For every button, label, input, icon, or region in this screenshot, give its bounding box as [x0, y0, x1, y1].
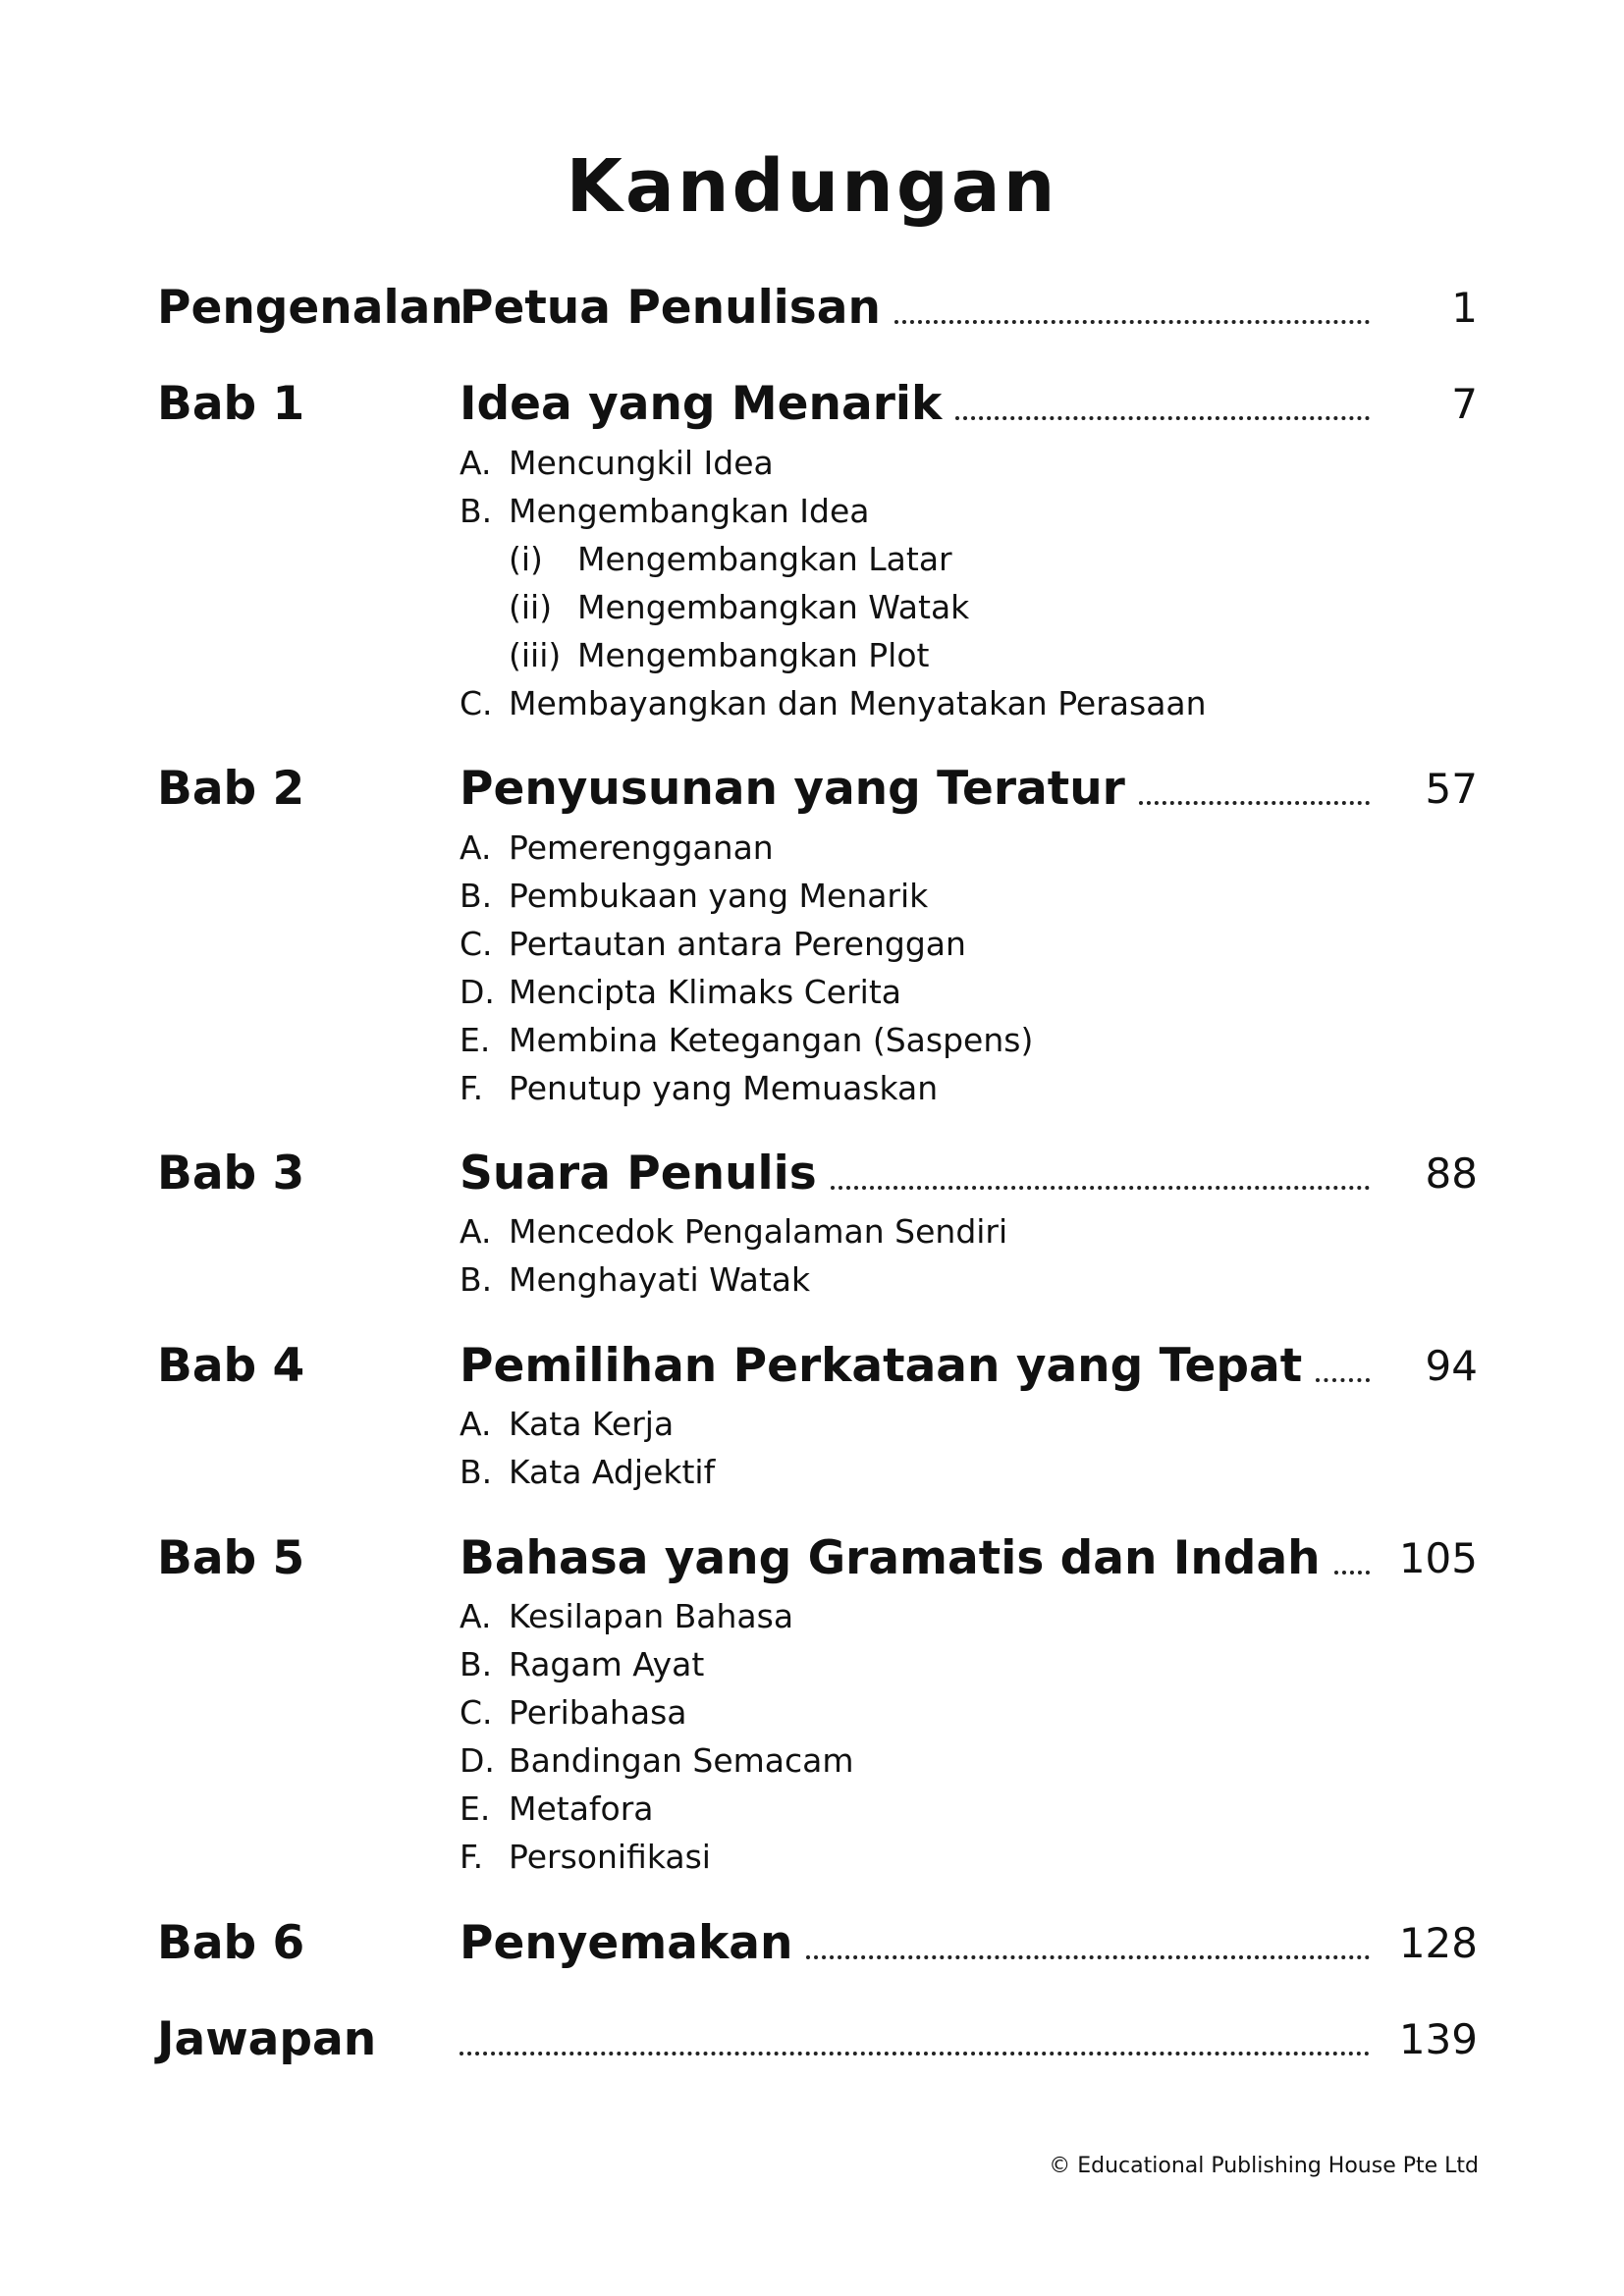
subsection-text: Mencedok Pengalaman Sendiri [509, 1212, 1008, 1251]
subsection-item[interactable] [460, 1212, 1007, 1252]
subsection-marker: E. [460, 1789, 491, 1828]
entry-label: Bab 5 [157, 1531, 305, 1585]
entry-heading: Bahasa yang Gramatis dan Indah [460, 1531, 1321, 1585]
subsection-text: Peribahasa [509, 1693, 687, 1732]
subsection-marker: (i) [509, 540, 543, 578]
toc-entry-bab-1[interactable] [157, 377, 1478, 436]
entry-heading: Petua Penulisan [460, 281, 881, 335]
subsection-text: Pemerengganan [509, 828, 774, 867]
entry-leader [460, 1916, 1370, 1971]
subsection-marker: A. [460, 1212, 492, 1251]
subsection-marker: E. [460, 1021, 491, 1059]
sub-subsection-item[interactable] [509, 588, 969, 627]
subsection-text: Kata Kerja [509, 1405, 675, 1443]
subsection-text: Kesilapan Bahasa [509, 1597, 794, 1635]
entry-leader [460, 1531, 1370, 1586]
entry-heading: Pemilihan Perkataan yang Tepat [460, 1339, 1303, 1393]
subsection-item[interactable] [460, 1405, 674, 1444]
subsection-text: Pertautan antara Perenggan [509, 925, 966, 963]
subsection-item[interactable] [460, 1597, 793, 1636]
entry-page-number: 1 [1451, 284, 1478, 332]
page-title: Kandungan [566, 144, 1058, 229]
entry-page-number: 88 [1425, 1149, 1478, 1198]
toc-entry-bab-5[interactable] [157, 1531, 1478, 1590]
subsection-marker: B. [460, 877, 493, 915]
entry-leader [460, 2051, 1370, 2067]
subsection-marker: D. [460, 973, 495, 1011]
dot-leader [460, 2051, 1370, 2056]
toc-entry-bab-6[interactable] [157, 1916, 1478, 1975]
entry-leader [460, 281, 1370, 336]
entry-label: Bab 1 [157, 377, 305, 431]
subsection-marker: B. [460, 492, 493, 530]
subsection-item[interactable] [460, 1645, 704, 1684]
dot-leader [1316, 1377, 1370, 1382]
subsection-item[interactable] [460, 492, 869, 531]
subsection-text: Pembukaan yang Menarik [509, 877, 929, 915]
subsection-item[interactable] [460, 684, 1207, 723]
entry-label: Jawapan [157, 2012, 377, 2066]
entry-page-number: 105 [1398, 1534, 1478, 1582]
entry-label: Bab 2 [157, 762, 305, 816]
entry-label: Bab 4 [157, 1339, 305, 1393]
sub-subsection-item[interactable] [509, 540, 952, 579]
subsection-item[interactable] [460, 1260, 810, 1300]
dot-leader [806, 1954, 1370, 1959]
subsection-marker: C. [460, 1693, 493, 1732]
entry-leader [460, 377, 1370, 432]
subsection-marker: F. [460, 1838, 484, 1876]
entry-label: Bab 6 [157, 1916, 305, 1970]
subsection-marker: C. [460, 925, 493, 963]
subsection-marker: B. [460, 1645, 493, 1683]
subsection-text: Mengembangkan Watak [577, 588, 970, 626]
sub-subsection-item[interactable] [509, 636, 929, 675]
subsection-text: Mengembangkan Plot [577, 636, 930, 674]
subsection-item[interactable] [460, 925, 966, 964]
subsection-item[interactable] [460, 1789, 654, 1829]
entry-leader [460, 1147, 1370, 1201]
toc-entry-jawapan[interactable] [157, 2012, 1478, 2071]
subsection-marker: B. [460, 1260, 493, 1299]
subsection-marker: A. [460, 444, 492, 482]
subsection-marker: D. [460, 1741, 495, 1780]
entry-leader [460, 1339, 1370, 1394]
toc-entry-bab-3[interactable] [157, 1147, 1478, 1205]
subsection-marker: A. [460, 828, 492, 867]
subsection-text: Bandingan Semacam [509, 1741, 854, 1780]
dot-leader [1139, 800, 1370, 805]
subsection-text: Personifikasi [509, 1838, 711, 1876]
entry-label: Pengenalan [157, 281, 463, 335]
subsection-item[interactable] [460, 1021, 1033, 1060]
dot-leader [831, 1185, 1370, 1190]
subsection-item[interactable] [460, 973, 901, 1012]
entry-heading: Penyusunan yang Teratur [460, 762, 1125, 816]
subsection-marker: C. [460, 684, 493, 722]
subsection-marker: (iii) [509, 636, 562, 674]
subsection-item[interactable] [460, 1838, 711, 1877]
entry-leader [460, 762, 1370, 817]
subsection-text: Kata Adjektif [509, 1453, 716, 1491]
entry-page-number: 139 [1398, 2015, 1478, 2063]
entry-heading: Penyemakan [460, 1916, 793, 1970]
entry-page-number: 7 [1451, 380, 1478, 428]
subsection-item[interactable] [460, 1741, 854, 1781]
copyright-notice: © Educational Publishing House Pte Ltd [1049, 2154, 1479, 2178]
toc-entry-pengenalan[interactable] [157, 281, 1478, 340]
entry-page-number: 128 [1398, 1919, 1478, 1967]
subsection-item[interactable] [460, 444, 774, 483]
entry-page-number: 94 [1425, 1342, 1478, 1390]
subsection-text: Mencungkil Idea [509, 444, 774, 482]
dot-leader [894, 319, 1370, 324]
toc-entry-bab-4[interactable] [157, 1339, 1478, 1398]
subsection-text: Membayangkan dan Menyatakan Perasaan [509, 684, 1207, 722]
subsection-item[interactable] [460, 1693, 686, 1733]
subsection-text: Membina Ketegangan (Saspens) [509, 1021, 1034, 1059]
dot-leader [1334, 1570, 1370, 1575]
subsection-text: Mengembangkan Latar [577, 540, 952, 578]
subsection-text: Menghayati Watak [509, 1260, 811, 1299]
entry-label: Bab 3 [157, 1147, 305, 1201]
subsection-item[interactable] [460, 877, 928, 916]
entry-page-number: 57 [1425, 765, 1478, 813]
subsection-item[interactable] [460, 828, 774, 868]
subsection-marker: F. [460, 1069, 484, 1107]
subsection-text: Mengembangkan Idea [509, 492, 870, 530]
subsection-marker: B. [460, 1453, 493, 1491]
entry-heading: Idea yang Menarik [460, 377, 943, 431]
subsection-item[interactable] [460, 1069, 938, 1108]
subsection-item[interactable] [460, 1453, 715, 1492]
subsection-marker: A. [460, 1597, 492, 1635]
dot-leader [955, 415, 1370, 420]
subsection-text: Ragam Ayat [509, 1645, 705, 1683]
toc-entry-bab-2[interactable] [157, 762, 1478, 821]
entry-heading: Suara Penulis [460, 1147, 817, 1201]
subsection-text: Penutup yang Memuaskan [509, 1069, 939, 1107]
subsection-text: Mencipta Klimaks Cerita [509, 973, 901, 1011]
subsection-text: Metafora [509, 1789, 654, 1828]
subsection-marker: (ii) [509, 588, 553, 626]
subsection-marker: A. [460, 1405, 492, 1443]
